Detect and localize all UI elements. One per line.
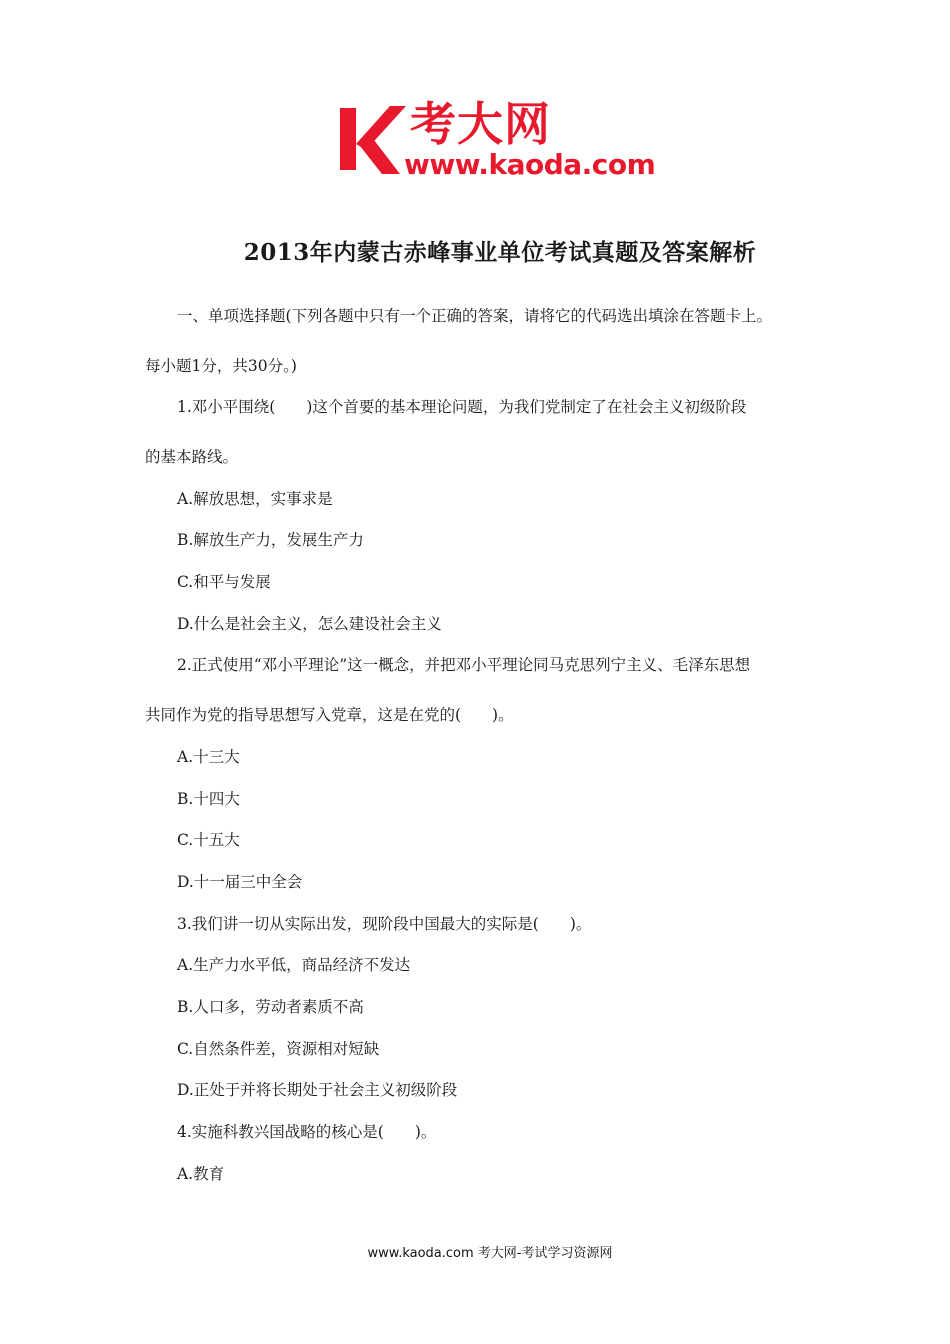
section-heading-line1: 一、单项选择题(下列各题中只有一个正确的答案，请将它的代码选出填涂在答题卡上。 (177, 307, 773, 325)
question-4-option-a: A.教育 (177, 1165, 225, 1183)
section-heading-line2: 每小题1分，共30分。) (145, 357, 297, 375)
kaoda-logo (338, 96, 668, 186)
document-title: 2013年内蒙古赤峰事业单位考试真题及答案解析 (243, 239, 757, 266)
question-1-stem-cont: 的基本路线。 (145, 448, 239, 466)
question-3-option-a: A.生产力水平低，商品经济不发达 (177, 956, 411, 974)
question-1-stem: 1.邓小平围绕( )这个首要的基本理论问题，为我们党制定了在社会主义初级阶段 (177, 398, 747, 416)
question-2-option-a: A.十三大 (177, 748, 240, 766)
question-3-option-b: B.人口多，劳动者素质不高 (177, 998, 364, 1016)
question-2-stem-cont: 共同作为党的指导思想写入党章，这是在党的( )。 (145, 706, 514, 724)
question-1-option-c: C.和平与发展 (177, 573, 271, 591)
page-footer: www.kaoda.com 考大网-考试学习资源网 (367, 1246, 613, 1261)
question-1-option-a: A.解放思想，实事求是 (177, 490, 333, 508)
logo-brand-text: 考大网 (410, 97, 551, 151)
question-1-option-d: D.什么是社会主义，怎么建设社会主义 (177, 615, 442, 633)
k-logo-icon (338, 100, 408, 176)
question-1-option-b: B.解放生产力，发展生产力 (177, 531, 364, 549)
question-3-option-c: C.自然条件差，资源相对短缺 (177, 1040, 380, 1058)
logo-url-text: www.kaoda.com (404, 148, 656, 181)
question-3-option-d: D.正处于并将长期处于社会主义初级阶段 (177, 1081, 458, 1099)
question-3-stem: 3.我们讲一切从实际出发，现阶段中国最大的实际是( )。 (177, 915, 592, 933)
question-2-option-d: D.十一届三中全会 (177, 873, 303, 891)
question-4-stem: 4.实施科教兴国战略的核心是( )。 (177, 1123, 437, 1141)
question-2-option-b: B.十四大 (177, 790, 240, 808)
question-2-stem: 2.正式使用“邓小平理论”这一概念，并把邓小平理论同马克思列宁主义、毛泽东思想 (177, 656, 751, 674)
question-2-option-c: C.十五大 (177, 831, 240, 849)
